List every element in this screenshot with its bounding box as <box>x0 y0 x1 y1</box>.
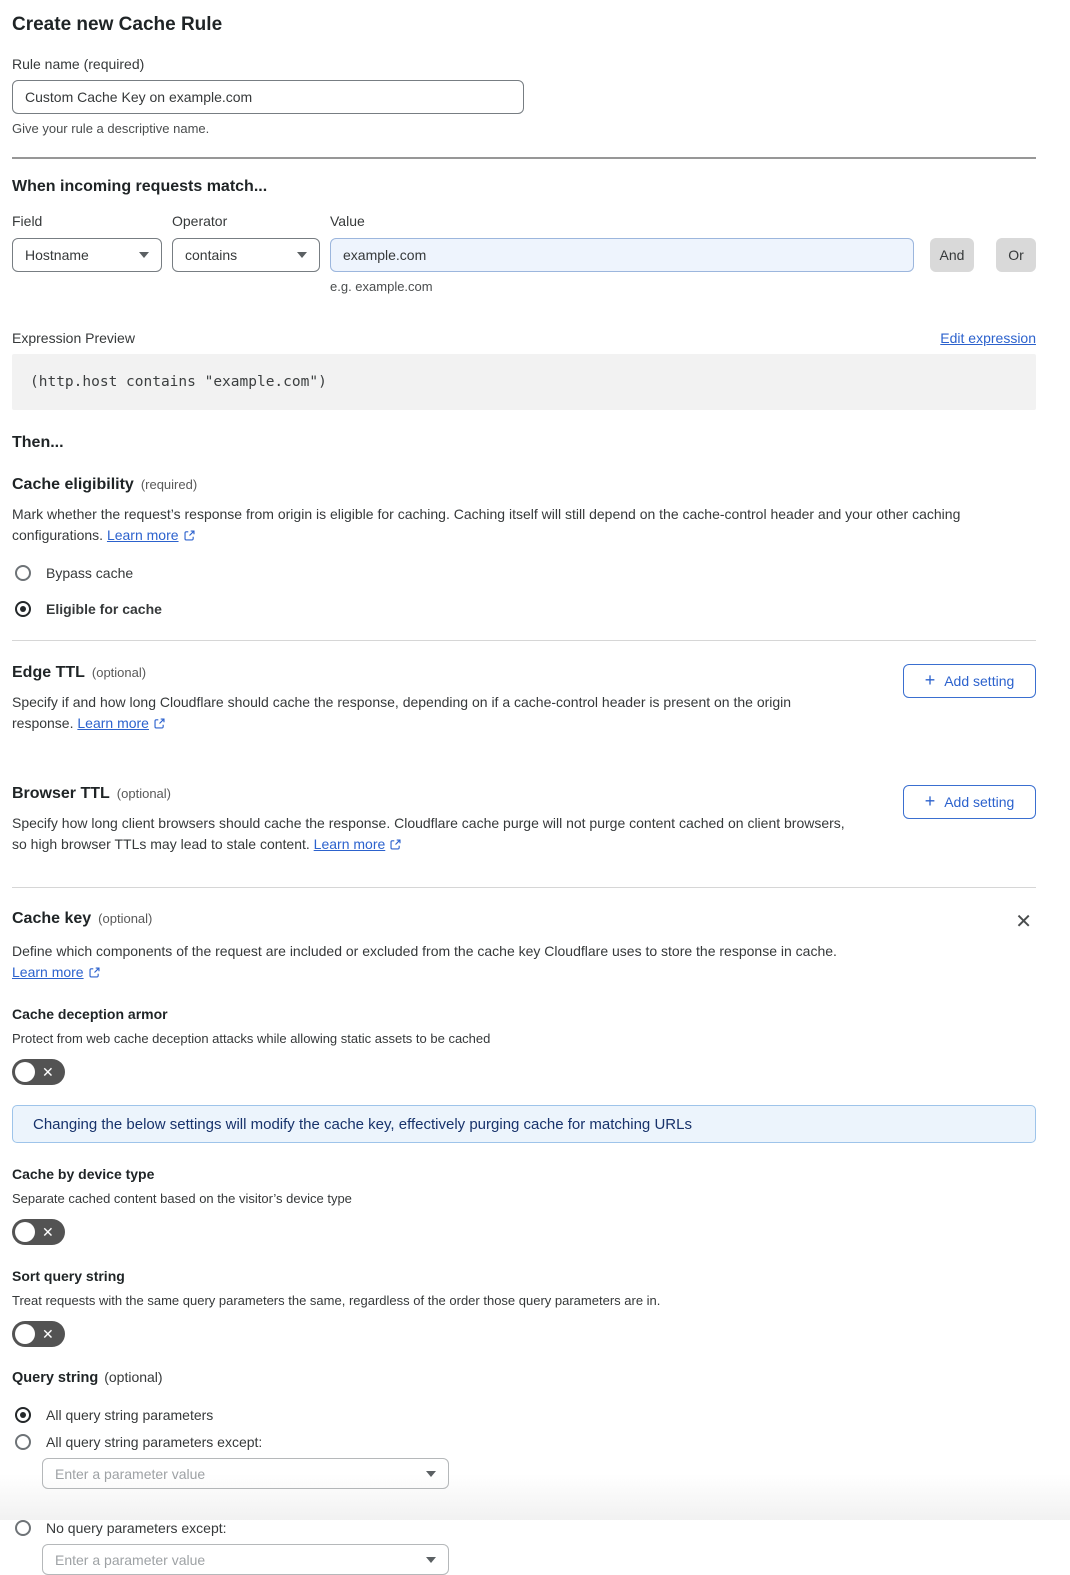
divider <box>12 640 1036 641</box>
learn-more-link[interactable]: Learn more <box>12 964 84 980</box>
match-heading: When incoming requests match... <box>12 178 268 195</box>
edge-ttl-header <box>12 664 852 682</box>
edge-ttl-section <box>12 664 1036 736</box>
radio-label: Eligible for cache <box>46 601 162 617</box>
divider <box>12 157 1036 159</box>
edge-ttl-add-setting-button[interactable] <box>903 664 1036 698</box>
cache-key-description <box>12 941 1022 985</box>
browser-ttl-header <box>12 785 852 803</box>
deception-armor-description: Protect from web cache deception attacks while allowing static assets to be cached <box>12 1031 491 1046</box>
divider <box>12 887 1036 888</box>
cache-key-warning-banner: Changing the below settings will modify the cache key, effectively purging cache for matching URLs <box>12 1105 1036 1143</box>
add-setting-label: Add setting <box>944 673 1015 689</box>
expression-preview-row <box>12 330 1036 346</box>
cache-key-header <box>12 910 152 928</box>
deception-armor-title: Cache deception armor <box>12 1006 168 1022</box>
radio-icon-checked <box>15 1407 31 1423</box>
radio-icon-checked <box>15 601 31 617</box>
radio-label: No query parameters except: <box>46 1520 227 1536</box>
page-title: Create new Cache Rule <box>12 14 223 35</box>
add-setting-label: Add setting <box>944 794 1015 810</box>
radio-label: All query string parameters <box>46 1407 214 1423</box>
device-type-description: Separate cached content based on the visitor’s device type <box>12 1191 352 1206</box>
radio-label: All query string parameters except: <box>46 1434 263 1450</box>
toggle-knob <box>15 1062 35 1082</box>
browser-ttl-description <box>12 813 852 857</box>
external-link-icon <box>183 527 196 548</box>
field-select-value: Hostname <box>25 247 89 263</box>
value-column <box>330 238 914 294</box>
learn-more-link[interactable]: Learn more <box>106 527 179 543</box>
toggle-off-icon: ✕ <box>42 1223 54 1240</box>
rule-name-input[interactable] <box>12 80 524 114</box>
chevron-down-icon <box>426 1557 436 1563</box>
radio-icon <box>15 1520 31 1536</box>
sort-query-description: Treat requests with the same query parameters the same, regardless of the order those query parameters are in. <box>12 1293 661 1308</box>
device-type-toggle[interactable] <box>12 1219 65 1245</box>
chevron-down-icon <box>426 1471 436 1477</box>
rule-name-helper: Give your rule a descriptive name. <box>12 121 210 136</box>
toggle-knob <box>15 1324 35 1344</box>
operator-label: Operator <box>172 213 228 229</box>
device-type-title: Cache by device type <box>12 1166 155 1182</box>
cache-key-section <box>12 910 1036 934</box>
external-link-icon <box>389 836 402 857</box>
operator-select[interactable] <box>172 238 320 272</box>
operator-select-value: contains <box>185 247 238 263</box>
browser-ttl-qualifier: (optional) <box>116 786 171 801</box>
cache-eligibility-qualifier: (required) <box>140 477 198 492</box>
rule-name-label: Rule name (required) <box>12 56 145 72</box>
or-button[interactable]: Or <box>996 238 1036 272</box>
chevron-down-icon <box>139 252 149 258</box>
toggle-knob <box>15 1222 35 1242</box>
cache-key-description-text: Define which components of the request are included or excluded from the cache key Cloudflare uses to store the response in cache. <box>12 943 837 959</box>
radio-bypass-cache[interactable] <box>12 565 1036 581</box>
cache-eligibility-description-text: Mark whether the request’s response from origin is eligible for caching. Caching itself will still depend on the cache-control header and your other caching configurations. <box>12 506 961 543</box>
browser-ttl-description-text: Specify how long client browsers should cache the response. Cloudflare cache purge will not purge content cached on client browsers, so high browser TTLs may lead to stale content. <box>12 815 845 852</box>
radio-all-query-params-except[interactable] <box>12 1434 1036 1450</box>
value-input[interactable] <box>330 238 914 272</box>
expression-code: (http.host contains "example.com") <box>12 354 1036 410</box>
value-label: Value <box>330 213 365 229</box>
query-string-header <box>12 1369 1036 1386</box>
matcher-column-labels <box>12 213 1036 229</box>
radio-all-query-params[interactable] <box>12 1407 1036 1423</box>
close-icon[interactable]: ✕ <box>1015 911 1032 933</box>
learn-more-link[interactable]: Learn more <box>313 836 386 852</box>
toggle-off-icon: ✕ <box>42 1325 54 1342</box>
matcher-row <box>12 238 1036 294</box>
edge-ttl-description-text: Specify if and how long Cloudflare should cache the response, depending on if a cache-control header is present on the origin response. <box>12 694 792 731</box>
cache-key-qualifier: (optional) <box>98 911 153 926</box>
sort-query-toggle[interactable] <box>12 1321 65 1347</box>
learn-more-link[interactable]: Learn more <box>77 715 149 731</box>
query-string-qualifier: (optional) <box>104 1369 163 1385</box>
field-select[interactable] <box>12 238 162 272</box>
edge-ttl-title: Edge TTL <box>12 664 85 681</box>
radio-icon <box>15 565 31 581</box>
cache-eligibility-title: Cache eligibility <box>12 476 134 493</box>
deception-armor-toggle[interactable] <box>12 1059 65 1085</box>
and-button[interactable]: And <box>930 238 974 272</box>
radio-eligible-for-cache[interactable] <box>12 601 1036 617</box>
browser-ttl-section <box>12 785 1036 857</box>
radio-label: Bypass cache <box>46 565 134 581</box>
params-except-input[interactable] <box>42 1458 449 1489</box>
plus-icon: + <box>924 791 936 811</box>
field-label: Field <box>12 213 43 229</box>
params-except-select[interactable] <box>42 1458 449 1489</box>
no-params-except-select[interactable] <box>42 1544 449 1575</box>
browser-ttl-title: Browser TTL <box>12 785 110 802</box>
cache-eligibility-header <box>12 476 1036 494</box>
toggle-off-icon: ✕ <box>42 1063 54 1080</box>
cache-key-title: Cache key <box>12 910 92 927</box>
then-heading: Then... <box>12 434 64 451</box>
query-string-title: Query string <box>12 1370 99 1386</box>
external-link-icon <box>88 964 101 985</box>
value-helper: e.g. example.com <box>330 279 433 294</box>
expression-preview-label: Expression Preview <box>12 330 135 346</box>
edit-expression-link[interactable]: Edit expression <box>940 330 1036 346</box>
no-params-except-input[interactable] <box>42 1544 449 1575</box>
radio-icon <box>15 1434 31 1450</box>
plus-icon: + <box>924 670 936 690</box>
radio-no-query-params-except[interactable] <box>12 1520 1036 1536</box>
chevron-down-icon <box>297 252 307 258</box>
edge-ttl-description <box>12 692 852 736</box>
browser-ttl-add-setting-button[interactable] <box>903 785 1036 819</box>
external-link-icon <box>153 715 166 736</box>
cache-eligibility-description <box>12 504 1022 548</box>
sort-query-title: Sort query string <box>12 1268 125 1284</box>
edge-ttl-qualifier: (optional) <box>91 665 147 680</box>
